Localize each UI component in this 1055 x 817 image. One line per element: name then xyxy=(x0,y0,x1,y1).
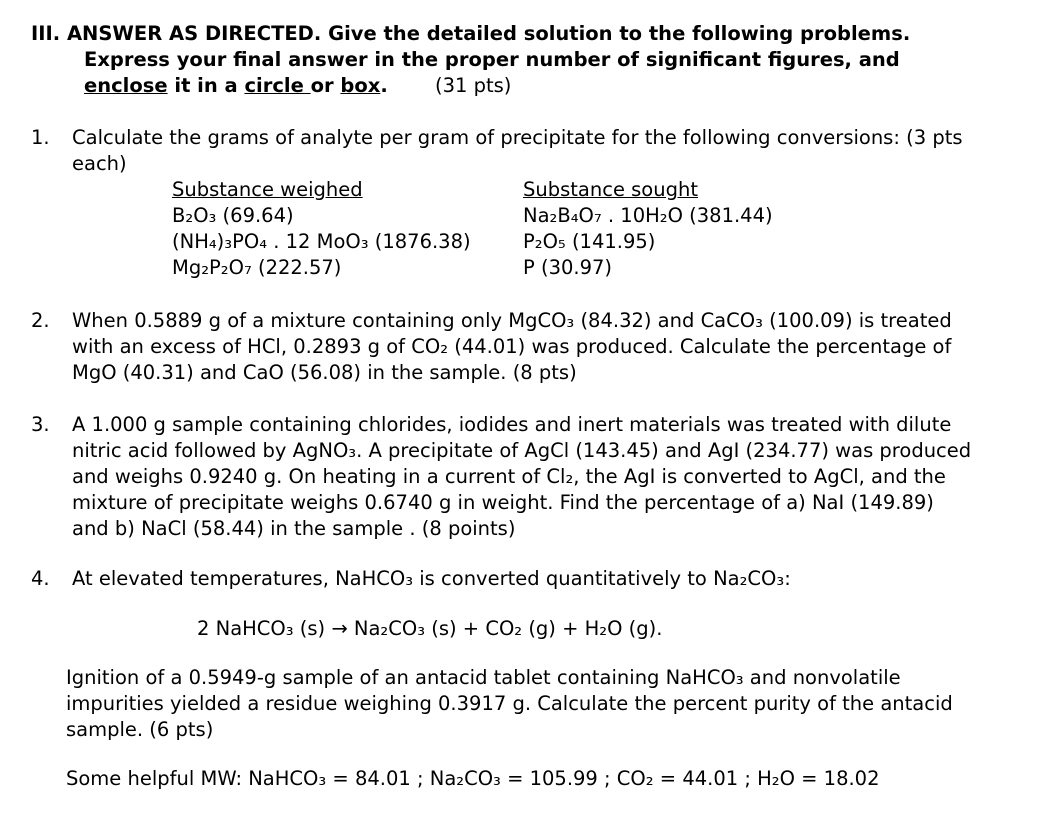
problem-1-line-2: each) xyxy=(72,152,127,175)
section-heading-line-3: enclose it in a circle or box. xyxy=(84,74,388,97)
table-row-1-sought: Na₂B₄O₇ . 10H₂O (381.44) xyxy=(523,204,773,227)
problem-4-intro: At elevated temperatures, NaHCO₃ is converted quantitatively to Na₂CO₃: xyxy=(72,567,791,590)
problem-2-line-2: with an excess of HCl, 0.2893 g of CO₂ (44.01) was produced. Calculate the percentage of xyxy=(72,335,952,358)
table-header-weighed: Substance weighed xyxy=(172,178,363,201)
circle-word: circle xyxy=(244,74,311,97)
section-points: (31 pts) xyxy=(435,74,512,97)
problem-4-number: 4. xyxy=(31,567,50,590)
box-word: box xyxy=(340,74,381,97)
problem-3-line-1: A 1.000 g sample containing chlorides, iodides and inert materials was treated with dilute xyxy=(72,413,952,436)
problem-2-line-3: MgO (40.31) and CaO (56.08) in the sample. (8 pts) xyxy=(72,361,577,384)
problem-2-line-1: When 0.5889 g of a mixture containing only MgCO₃ (84.32) and CaCO₃ (100.09) is treated xyxy=(72,309,952,332)
problem-4-line-1: Ignition of a 0.5949-g sample of an antacid tablet containing NaHCO₃ and nonvolatile xyxy=(66,666,901,689)
reaction-equation: 2 NaHCO₃ (s) → Na₂CO₃ (s) + CO₂ (g) + H₂O (g). xyxy=(197,617,663,640)
table-row-2-weighed: (NH₄)₃PO₄ . 12 MoO₃ (1876.38) xyxy=(172,230,471,253)
problem-3-line-2: nitric acid followed by AgNO₃. A precipitate of AgCl (143.45) and AgI (234.77) was produced xyxy=(72,439,972,462)
table-row-3-sought: P (30.97) xyxy=(523,256,612,279)
section-heading-line-1: III. ANSWER AS DIRECTED. Give the detailed solution to the following problems. xyxy=(31,22,911,45)
section-heading-line-2: Express your final answer in the proper number of significant figures, and xyxy=(84,48,900,71)
problem-1-line-1: Calculate the grams of analyte per gram of precipitate for the following conversions: (3 pts xyxy=(72,126,963,149)
table-row-1-weighed: B₂O₃ (69.64) xyxy=(172,204,294,227)
problem-3-line-4: mixture of precipitate weighs 0.6740 g in weight. Find the percentage of a) NaI (149.89) xyxy=(72,491,934,514)
problem-3-line-3: and weighs 0.9240 g. On heating in a current of Cl₂, the AgI is converted to AgCl, and the xyxy=(72,465,946,488)
table-header-sought: Substance sought xyxy=(523,178,698,201)
enclose-word: enclose xyxy=(84,74,168,97)
problem-1-number: 1. xyxy=(31,126,50,149)
problem-4-line-3: sample. (6 pts) xyxy=(66,718,214,741)
helpful-mw-line: Some helpful MW: NaHCO₃ = 84.01 ; Na₂CO₃ = 105.99 ; CO₂ = 44.01 ; H₂O = 18.02 xyxy=(66,767,880,790)
problem-4-line-2: impurities yielded a residue weighing 0.3917 g. Calculate the percent purity of the antacid xyxy=(66,692,953,715)
table-row-2-sought: P₂O₅ (141.95) xyxy=(523,230,656,253)
problem-3-line-5: and b) NaCl (58.44) in the sample . (8 points) xyxy=(72,517,516,540)
problem-3-number: 3. xyxy=(31,413,50,436)
table-row-3-weighed: Mg₂P₂O₇ (222.57) xyxy=(172,256,342,279)
problem-2-number: 2. xyxy=(31,309,50,332)
